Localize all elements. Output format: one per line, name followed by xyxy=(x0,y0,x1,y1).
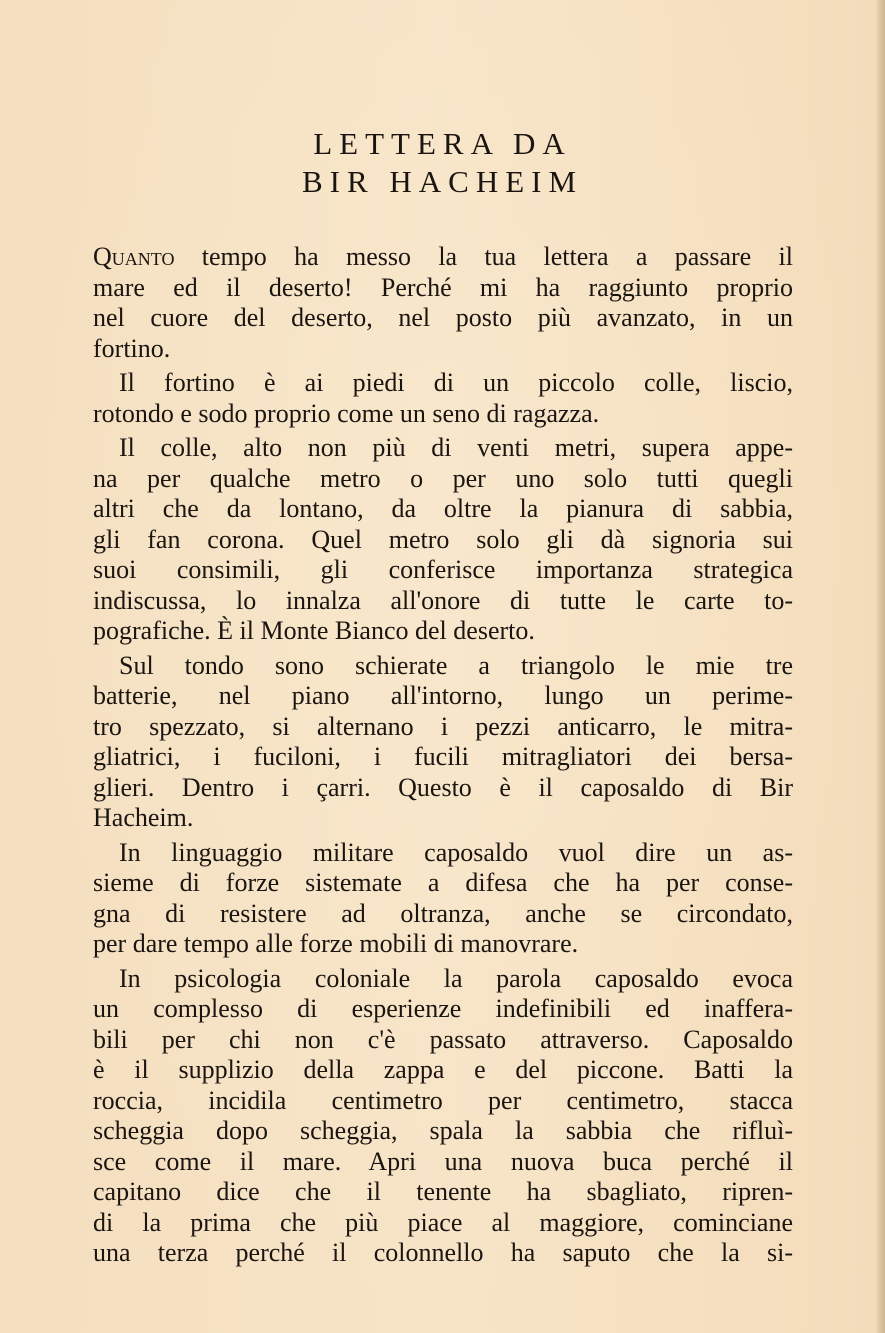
text-line: una terza perché il colonnello ha saputo che la si- xyxy=(93,1238,793,1267)
text-line: rotondo e sodo proprio come un seno di ragazza. xyxy=(93,398,600,428)
text-line: gna di resistere ad oltranza, anche se circondato, xyxy=(93,898,793,928)
body-text xyxy=(93,242,793,1269)
text-line: Sul tondo sono schierate a triangolo le mie tre xyxy=(119,650,793,680)
text-line: suoi consimili, gli conferisce importanza strategica xyxy=(93,555,793,584)
text-line: gli fan corona. Quel metro solo gli dà signoria sui xyxy=(93,524,793,554)
text-line: di la prima che più piace al maggiore, cominciane xyxy=(93,1207,793,1237)
chapter-title-line-1: LETTERA DA xyxy=(313,126,572,161)
text-line: indiscussa, lo innalza all'onore di tutte le carte to- xyxy=(93,585,793,615)
text-line: capitano dice che il tenente ha sbagliato, ripren- xyxy=(93,1177,793,1206)
drop-word: Quanto xyxy=(93,242,175,271)
text-line: sce come il mare. Apri una nuova buca perché il xyxy=(93,1146,793,1176)
text-line: è il supplizio della zappa e del piccone. Batti la xyxy=(93,1055,793,1084)
text-line: pografiche. È il Monte Bianco del deserto. xyxy=(93,616,535,645)
chapter-title-line-2: BIR HACHEIM xyxy=(301,164,584,199)
text-line: un complesso di esperienze indefinibili ed inaffera- xyxy=(93,994,793,1023)
text-line: na per qualche metro o per uno solo tutti quegli xyxy=(93,463,793,493)
text-line: In linguaggio militare caposaldo vuol dire un as- xyxy=(119,837,793,867)
text-line: per dare tempo alle forze mobili di manovrare. xyxy=(93,929,579,958)
text-line: mare ed il deserto! Perché mi ha raggiunto proprio xyxy=(93,272,793,302)
text-line: Il fortino è ai piedi di un piccolo colle, liscio, xyxy=(119,368,793,397)
text-line: scheggia dopo scheggia, spala la sabbia che rifluì- xyxy=(93,1116,793,1145)
text-line: glieri. Dentro i çarri. Questo è il caposaldo di Bir xyxy=(93,772,793,802)
text-line: bili per chi non c'è passato attraverso. Caposaldo xyxy=(93,1024,793,1054)
text-line: altri che da lontano, da oltre la pianura di sabbia, xyxy=(93,494,793,523)
text-line: tro spezzato, si alternano i pezzi anticarro, le mitra- xyxy=(93,711,793,741)
text-line: sieme di forze sistemate a difesa che ha per conse- xyxy=(93,868,793,897)
text-line: In psicologia coloniale la parola caposaldo evoca xyxy=(119,963,793,993)
text-line: nel cuore del deserto, nel posto più avanzato, in un xyxy=(93,303,793,332)
text-line: batterie, nel piano all'intorno, lungo un perime- xyxy=(93,681,793,710)
text-line: Quanto tempo ha messo la tua lettera a passare il xyxy=(93,242,793,271)
text-line: fortino. xyxy=(93,333,171,363)
text-line: gliatrici, i fuciloni, i fucili mitragliatori dei bersa- xyxy=(93,742,793,771)
text-line: roccia, incidila centimetro per centimetro, stacca xyxy=(93,1085,793,1115)
text-line: Hacheim. xyxy=(93,803,194,832)
text-line: Il colle, alto non più di venti metri, supera appe- xyxy=(119,433,793,462)
